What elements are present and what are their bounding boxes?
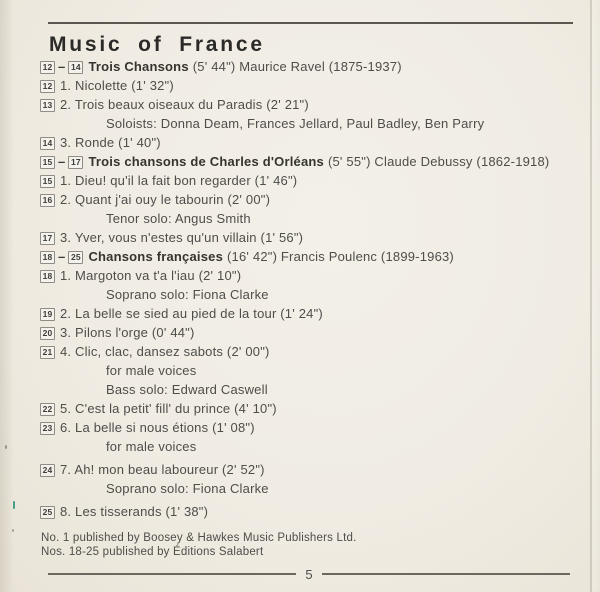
track-number-badge: 15 xyxy=(40,175,55,188)
track-number-badge: 18 xyxy=(40,251,55,264)
track-number-badge: 16 xyxy=(40,194,55,207)
track-range-dash: – xyxy=(58,154,66,169)
track-number-badge: 25 xyxy=(68,251,83,264)
track-title: 7. Ah! mon beau laboureur (2' 52") xyxy=(60,462,265,477)
work-row xyxy=(40,152,594,171)
track-title: 2. La belle se sied au pied de la tour (1' 24") xyxy=(60,306,323,321)
work-info: (5' 44") Maurice Ravel (1875-1937) xyxy=(192,59,402,74)
note-row xyxy=(40,361,594,380)
track-row xyxy=(40,460,594,479)
work-title: Trois chansons de Charles d'Orléans xyxy=(88,154,324,169)
track-number-badge: 15 xyxy=(40,156,55,169)
track-row xyxy=(40,95,594,114)
voicing-note: for male voices xyxy=(106,363,197,378)
track-row xyxy=(40,323,594,342)
track-range-dash: – xyxy=(58,249,66,264)
track-number-badge: 18 xyxy=(40,270,55,283)
track-row xyxy=(40,171,594,190)
track-list xyxy=(40,57,594,521)
track-number-badge: 25 xyxy=(40,506,55,519)
track-row xyxy=(40,342,594,361)
track-row xyxy=(40,418,594,437)
track-row xyxy=(40,502,594,521)
track-number-badge: 23 xyxy=(40,422,55,435)
track-title: 1. Margoton va t'a l'iau (2' 10") xyxy=(60,268,242,283)
work-row xyxy=(40,57,594,76)
track-number-badge: 20 xyxy=(40,327,55,340)
note-row xyxy=(40,437,594,456)
track-number-badge: 21 xyxy=(40,346,55,359)
track-number-badge: 17 xyxy=(40,232,55,245)
track-number-badge: 14 xyxy=(68,61,83,74)
scan-artifact-teal xyxy=(13,501,15,509)
note-row xyxy=(40,209,594,228)
track-number-badge: 22 xyxy=(40,403,55,416)
track-title: 3. Ronde (1' 40") xyxy=(60,135,161,150)
scan-artifact xyxy=(12,529,14,532)
track-range-dash: – xyxy=(58,59,66,74)
track-number-badge: 12 xyxy=(40,80,55,93)
track-row xyxy=(40,76,594,95)
track-title: 1. Dieu! qu'il la fait bon regarder (1' 46") xyxy=(60,173,298,188)
top-rule xyxy=(48,22,573,24)
note-row xyxy=(40,479,594,498)
footer-rule-left xyxy=(48,573,296,575)
footer-rule-right xyxy=(322,573,570,575)
work-row xyxy=(40,247,594,266)
track-title: 8. Les tisserands (1' 38") xyxy=(60,504,209,519)
page-footer xyxy=(48,566,570,582)
work-title: Chansons françaises xyxy=(88,249,224,264)
note-row xyxy=(40,285,594,304)
track-number-badge: 17 xyxy=(68,156,83,169)
performer-note: Bass solo: Edward Caswell xyxy=(106,382,268,397)
track-number-badge: 19 xyxy=(40,308,55,321)
track-title: 3. Yver, vous n'estes qu'un villain (1' 56") xyxy=(60,230,304,245)
track-row xyxy=(40,304,594,323)
track-title: 6. La belle si nous étions (1' 08") xyxy=(60,420,255,435)
performer-note: Soprano solo: Fiona Clarke xyxy=(106,481,269,496)
track-row xyxy=(40,190,594,209)
track-title: 5. C'est la petit' fill' du prince (4' 10") xyxy=(60,401,277,416)
work-title: Trois Chansons xyxy=(88,59,189,74)
work-info: (5' 55") Claude Debussy (1862-1918) xyxy=(327,154,550,169)
track-title: 2. Quant j'ai ouy le tabourin (2' 00") xyxy=(60,192,271,207)
footnote: No. 1 published by Boosey & Hawkes Music Publishers Ltd. xyxy=(41,532,357,544)
track-title: 4. Clic, clac, dansez sabots (2' 00") xyxy=(60,344,270,359)
publisher-footnotes xyxy=(41,532,356,559)
note-row xyxy=(40,114,594,133)
track-row xyxy=(40,133,594,152)
track-number-badge: 14 xyxy=(40,137,55,150)
performer-note: Soprano solo: Fiona Clarke xyxy=(106,287,269,302)
page-title: Music of France xyxy=(49,33,265,56)
footnote: Nos. 18-25 published by Éditions Salabert xyxy=(41,545,264,558)
performer-note: Soloists: Donna Deam, Frances Jellard, Paul Badley, Ben Parry xyxy=(106,116,485,131)
track-number-badge: 12 xyxy=(40,61,55,74)
track-title: 1. Nicolette (1' 32") xyxy=(60,78,174,93)
track-title: 3. Pilons l'orge (0' 44") xyxy=(60,325,195,340)
voicing-note: for male voices xyxy=(106,439,197,454)
work-info: (16' 42") Francis Poulenc (1899-1963) xyxy=(227,249,454,264)
track-number-badge: 13 xyxy=(40,99,55,112)
note-row xyxy=(40,380,594,399)
track-title: 2. Trois beaux oiseaux du Paradis (2' 21") xyxy=(60,97,309,112)
track-row xyxy=(40,228,594,247)
left-edge-shadow xyxy=(0,0,14,592)
performer-note: Tenor solo: Angus Smith xyxy=(106,211,251,226)
page-number: 5 xyxy=(305,566,313,582)
track-number-badge: 24 xyxy=(40,464,55,477)
track-row xyxy=(40,399,594,418)
track-row xyxy=(40,266,594,285)
scan-artifact xyxy=(5,445,7,449)
